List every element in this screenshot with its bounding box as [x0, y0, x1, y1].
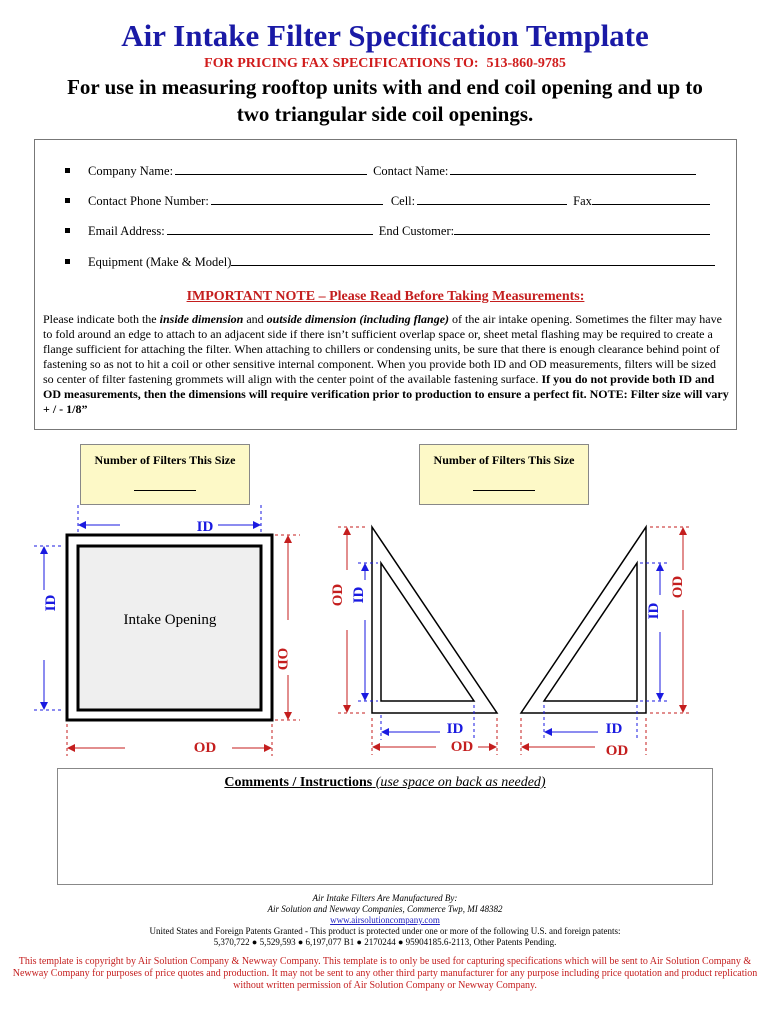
footer-line: Air Solution and Newway Companies, Commerce Twp, MI 48382 [267, 904, 503, 914]
bullet-icon [65, 228, 70, 233]
bullet-icon [65, 198, 70, 203]
bullet-icon [65, 168, 70, 173]
footer-patents [0, 926, 770, 937]
row-email [65, 223, 716, 239]
od-label-tri-left-h: OD [450, 739, 474, 755]
filter-count-label: Number of Filters This Size [94, 453, 236, 467]
contact-name-label: Contact Name: [373, 164, 449, 178]
note-inside-dimension: inside dimension [159, 312, 244, 326]
fax-number: 513-860-9785 [486, 56, 566, 71]
inner-frame [78, 546, 261, 710]
comments-title [58, 775, 712, 791]
email-label: Email Address: [88, 224, 165, 238]
note-text: and [243, 312, 267, 326]
od-label-tri-right-h: OD [605, 743, 629, 759]
filter-count-box-left [80, 444, 250, 505]
filter-count-field[interactable] [134, 490, 196, 491]
company-name-label: Company Name: [88, 164, 174, 178]
page-subtitle: For use in measuring rooftop units with and end coil opening and up to two triangular side coil openings. [67, 75, 703, 126]
id-label-tri-right-h: ID [605, 721, 623, 737]
comments-box[interactable] [57, 768, 713, 885]
note-outside-dimension: outside dimension (including flange) [266, 312, 450, 326]
end-customer-field[interactable] [454, 223, 710, 235]
row-phone [65, 193, 716, 209]
contact-name-field[interactable] [450, 163, 696, 175]
contact-phone-field[interactable] [211, 193, 383, 205]
note-text: of the air intake opening. Sometimes the filter may have to fold around an edge to attach to an adjacent side if there isn’t sufficient overlap space or, sheet metal flashing may be required to create a flange sufficient for attaching the filter. When attaching to chillers or condensing units, be sure that there is enough clearance behind point of fastening so as not to hit a coil or other sensitive internal component. When you provide both ID and OD measurements, filters will be sized so center of filter fastening grommets will align with the center point of the available fastening surface. [43, 312, 722, 386]
comments-hint: (use space on back as needed) [375, 775, 546, 790]
footer-line: United States and Foreign Patents Granted - This product is protected under one or more of the following U.S. and foreign patents: [149, 926, 621, 936]
od-label-bottom: OD [193, 740, 217, 756]
id-label-left: ID [43, 594, 59, 612]
intake-opening-label: Intake Opening [123, 612, 217, 628]
filter-count-label: Number of Filters This Size [433, 453, 575, 467]
bullet-icon [65, 259, 70, 264]
company-name-field[interactable] [175, 163, 367, 175]
id-label-top: ID [196, 519, 214, 535]
fax-label: FOR PRICING FAX SPECIFICATIONS TO: [204, 56, 479, 71]
website-link[interactable]: www.airsolutioncompany.com [330, 915, 440, 925]
footer-url [0, 915, 770, 926]
customer-info-box [34, 139, 737, 430]
important-note-body [43, 312, 729, 417]
id-label-tri-left-h: ID [446, 721, 464, 737]
cell-label: Cell: [390, 194, 416, 208]
footer-manufacturer [0, 893, 770, 904]
equipment-label: Equipment (Make & Model) [88, 255, 232, 269]
fax-field-label: Fax [573, 194, 592, 208]
filter-count-field[interactable] [473, 490, 535, 491]
page-title: Air Intake Filter Specification Template [121, 18, 649, 53]
cell-field[interactable] [417, 193, 567, 205]
id-label-tri-right-v: ID [646, 602, 662, 620]
triangle-opening-left [330, 527, 497, 755]
row-company [65, 163, 702, 179]
od-label-tri-left-v: OD [330, 583, 346, 607]
footer-line: 5,370,722 ● 5,529,593 ● 6,197,077 B1 ● 2170244 ● 95904185.6-2113, Other Patents Pending. [213, 937, 557, 947]
contact-phone-label: Contact Phone Number: [88, 194, 209, 208]
filter-count-box-right [419, 444, 589, 505]
rect-opening-diagram [34, 505, 300, 756]
row-equipment [65, 254, 721, 270]
email-field[interactable] [167, 223, 373, 235]
footer-line: Air Intake Filters Are Manufactured By: [312, 893, 458, 903]
od-label-right: OD [274, 647, 290, 671]
comments-label: Comments / Instructions [224, 775, 373, 790]
equipment-field[interactable] [231, 254, 715, 266]
important-note-title: IMPORTANT NOTE – Please Read Before Taking Measurements: [186, 289, 585, 304]
measurement-diagram [0, 500, 770, 765]
footer-patent-numbers [0, 937, 770, 948]
fax-field[interactable] [592, 193, 710, 205]
od-label-tri-right-v: OD [670, 575, 686, 599]
copyright-notice: This template is copyright by Air Solution Company & Newway Company. This template is to only be used for capturing specifications which will be sent to Air Solution Company & Newway Company for purposes of price quotes and production. It may not be sent to any other third party manufacturer for any purpose including price quotation and product replication without written permission of Air Solution Company or Newway Company. [12, 956, 758, 991]
footer-company [0, 904, 770, 915]
note-text: Please indicate both the [43, 312, 160, 326]
fax-line [0, 56, 770, 72]
end-customer-label: End Customer: [378, 224, 455, 238]
note-warning: If you do not provide both ID and OD measurements, then the dimensions will require verification prior to production to ensure a perfect fit. NOTE: Filter size will vary + / - 1/8” [43, 372, 729, 416]
id-label-tri-left-v: ID [351, 586, 367, 604]
triangle-opening-right [521, 527, 690, 759]
